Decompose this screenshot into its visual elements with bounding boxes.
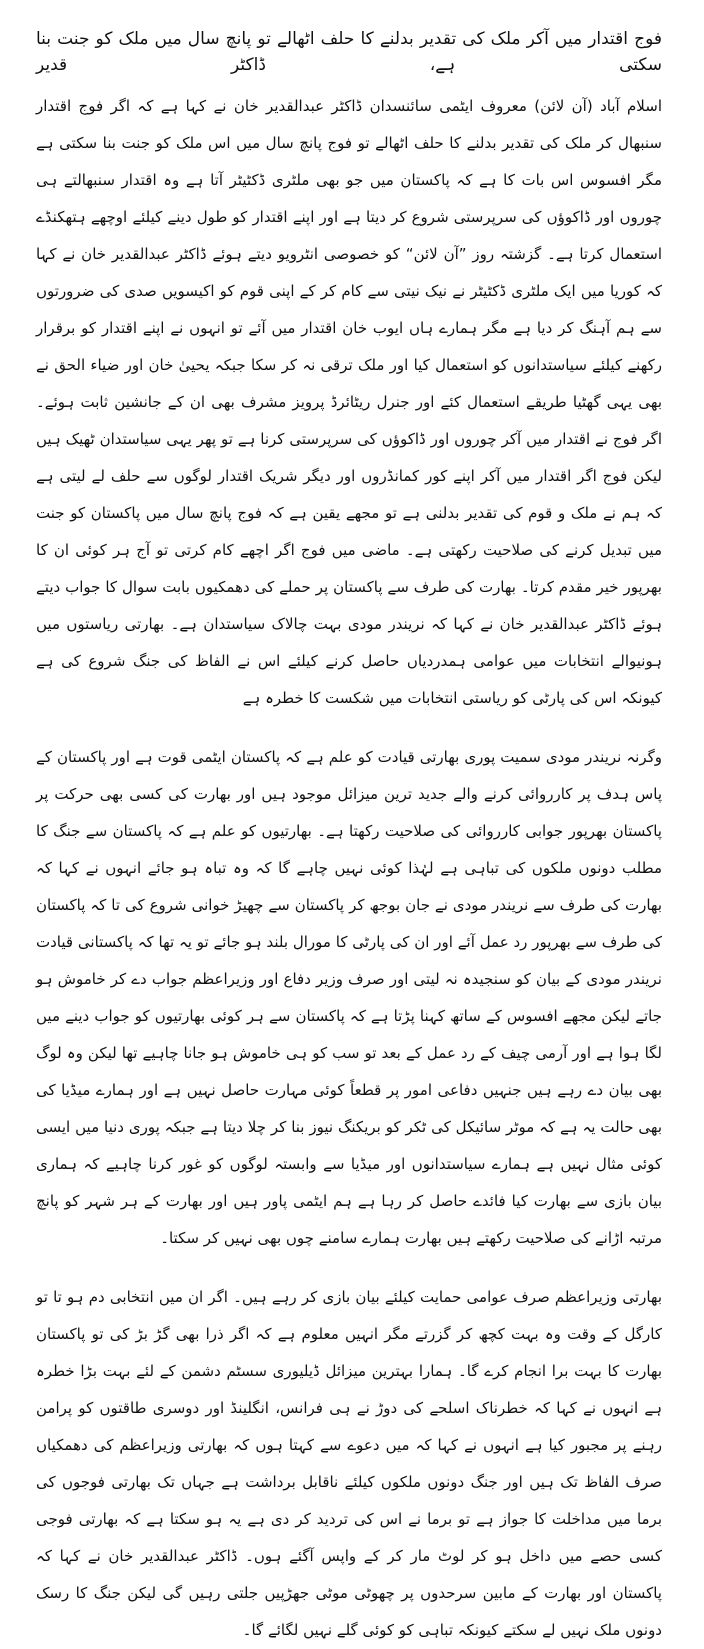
- article-headline: فوج اقتدار میں آکر ملک کی تقدیر بدلنے کا حلف اٹھالے تو پانچ سال میں ملک کو جنت بنا سکتی ہے، ڈاکٹر قدیر: [36, 29, 662, 75]
- article-paragraph-3: بھارتی وزیراعظم صرف عوامی حمایت کیلئے بیان بازی کر رہے ہیں۔ اگر ان میں انتخابی دم ہو تا تو کارگل کے وقت وہ بہت کچھ کر گزرتے مگر انہیں معلوم ہے کہ اگر ذرا بھی گڑ بڑ کی تو پاکستان بھارت کا بہت برا انجام کرے گا۔ ہمارا بہترین میزائل ڈیلیوری سسٹم دشمن کے لئے بہت بڑا خطرہ ہے انہوں نے کہا کہ خطرناک اسلحے کی دوڑ نے ہی فرانس، انگلینڈ اور دوسری طاقتوں کو پرامن رہنے پر مجبور کیا ہے انہوں نے کہا کہ میں دعوے سے کہتا ہوں کہ بھارتی وزیراعظم کی دھمکیاں صرف الفاظ تک ہیں اور جنگ دونوں ملکوں کیلئے ناقابل برداشت ہے جہاں تک بھارتی فوجوں کی برما میں مداخلت کا جواز ہے تو برما نے اس کی تردید کر دی ہے یہ ہو سکتا ہے کہ بھارتی فوجی کسی حصے میں داخل ہو کر لوٹ مار کر کے واپس آگئے ہوں۔ ڈاکٹر عبدالقدیر خان نے کہا کہ پاکستان اور بھارت کے مابین سرحدوں پر چھوٹی موٹی جھڑپیں جلتی رہیں گی لیکن جنگ کا رسک دونوں ملک نہیں لے سکتے کیونکہ تباہی کو کوئی گلے نہیں لگائے گا۔: [36, 1288, 662, 1639]
- article-paragraph-1: اسلام آباد (آن لائن) معروف ایٹمی سائنسدان ڈاکٹر عبدالقدیر خان نے کہا ہے کہ اگر فوج اقتدار سنبھال کر ملک کی تقدیر بدلنے کا حلف اٹھالے تو فوج پانچ سال میں اس ملک کو جنت بنا سکتی ہے مگر افسوس اس بات کا ہے کہ پاکستان میں جو بھی ملٹری ڈکٹیٹر آتا ہے وہ اقتدار سنبھالتے ہی چوروں اور ڈاکوؤں کی سرپرستی شروع کر دیتا ہے اور اپنے اقتدار کو طول دینے کیلئے اوچھے ہتھکنڈے استعمال کرتا ہے۔ گزشتہ روز ”آن لائن“ کو خصوصی انٹرویو دیتے ہوئے ڈاکٹر عبدالقدیر خان نے کہا کہ کوریا میں ایک ملٹری ڈکٹیٹر نے نیک نیتی سے کام کر کے اپنی قوم کو اکیسویں صدی کی ضرورتوں سے ہم آہنگ کر دیا ہے مگر ہمارے ہاں ایوب خان اقتدار میں آئے تو انہوں نے اپنے اقتدار کو برقرار رکھنے کیلئے سیاستدانوں کو استعمال کیا اور ملک ترقی نہ کر سکا جبکہ یحییٰ خان اور ضیاء الحق نے بھی یہی گھٹیا طریقے استعمال کئے اور جنرل ریٹائرڈ پرویز مشرف بھی ان کے جانشین ثابت ہوئے۔ اگر فوج نے اقتدار میں آکر چوروں اور ڈاکوؤں کی سرپرستی کرنا ہے تو پھر یہی سیاستدان ٹھیک ہیں لیکن فوج اگر اقتدار میں آکر اپنے کور کمانڈروں اور دیگر شریک اقتدار لوگوں سے حلف لے لیتی ہے کہ ہم نے ملک و قوم کی تقدیر بدلنی ہے تو مجھے یقین ہے کہ فوج پانچ سال میں پاکستان کو جنت میں تبدیل کرنے کی صلاحیت رکھتی ہے۔ ماضی میں فوج اگر اچھے کام کرتی تو آج ہر کوئی ان کا بھرپور خیر مقدم کرتا۔ بھارت کی طرف سے پاکستان پر حملے کی دھمکیوں بابت سوال کا جواب دیتے ہوئے ڈاکٹر عبدالقدیر خان نے کہا کہ نریندر مودی بہت چالاک سیاستدان ہے۔ بھارتی ریاستوں میں ہونیوالے انتخابات میں عوامی ہمدردیاں حاصل کرنے کیلئے اس نے الفاظ کی جنگ شروع کی ہے کیونکہ اس کی پارٹی کو ریاستی انتخابات میں شکست کا خطرہ ہے: [36, 97, 662, 707]
- article-paragraph-2: وگرنہ نریندر مودی سمیت پوری بھارتی قیادت کو علم ہے کہ پاکستان ایٹمی قوت ہے اور پاکستان کے پاس ہدف پر کارروائی کرنے والے جدید ترین میزائل موجود ہیں اور بھارت کی کسی بھی حرکت پر پاکستان بھرپور جوابی کارروائی کی صلاحیت رکھتا ہے۔ بھارتیوں کو علم ہے کہ پاکستان سے جنگ کا مطلب دونوں ملکوں کی تباہی ہے لہٰذا کوئی نہیں چاہے گا کہ وہ تباہ ہو جائے انہوں نے کہا کہ بھارت کی طرف سے نریندر مودی نے جان بوجھ کر پاکستان سے چھیڑ خوانی شروع کی تا کہ پاکستان کی طرف سے بھرپور رد عمل آئے اور ان کی پارٹی کا مورال بلند ہو جائے تو یہ تھا کہ پاکستانی قیادت نریندر مودی کے بیان کو سنجیدہ نہ لیتی اور صرف وزیر دفاع اور وزیراعظم جواب دے کر خاموش ہو جاتے لیکن مجھے افسوس کے ساتھ کہنا پڑتا ہے کہ پاکستان سے ہر کوئی بھارتیوں کو جواب دینے میں لگا ہوا ہے اور آرمی چیف کے رد عمل کے بعد تو سب کو ہی خاموش ہو جانا چاہیے تھا لیکن وہ لوگ بھی بیان دے رہے ہیں جنہیں دفاعی امور پر قطعاً کوئی مہارت حاصل نہیں ہے اور ہمارے میڈیا کی بھی حالت یہ ہے کہ موٹر سائیکل کی ٹکر کو بریکنگ نیوز بنا کر چلا دیتا ہے جبکہ پوری دنیا میں ایسی کوئی مثال نہیں ہے ہمارے سیاستدانوں اور میڈیا سے وابستہ لوگوں کو غور کرنا چاہیے کہ ہماری بیان بازی سے بھارت کیا فائدے حاصل کر رہا ہے ہم ایٹمی پاور ہیں اور بھارت کے ہر شہر کو پانچ مرتبہ اڑانے کی صلاحیت رکھتے ہیں بھارت ہمارے سامنے چوں بھی نہیں کر سکتا۔: [36, 748, 662, 1247]
